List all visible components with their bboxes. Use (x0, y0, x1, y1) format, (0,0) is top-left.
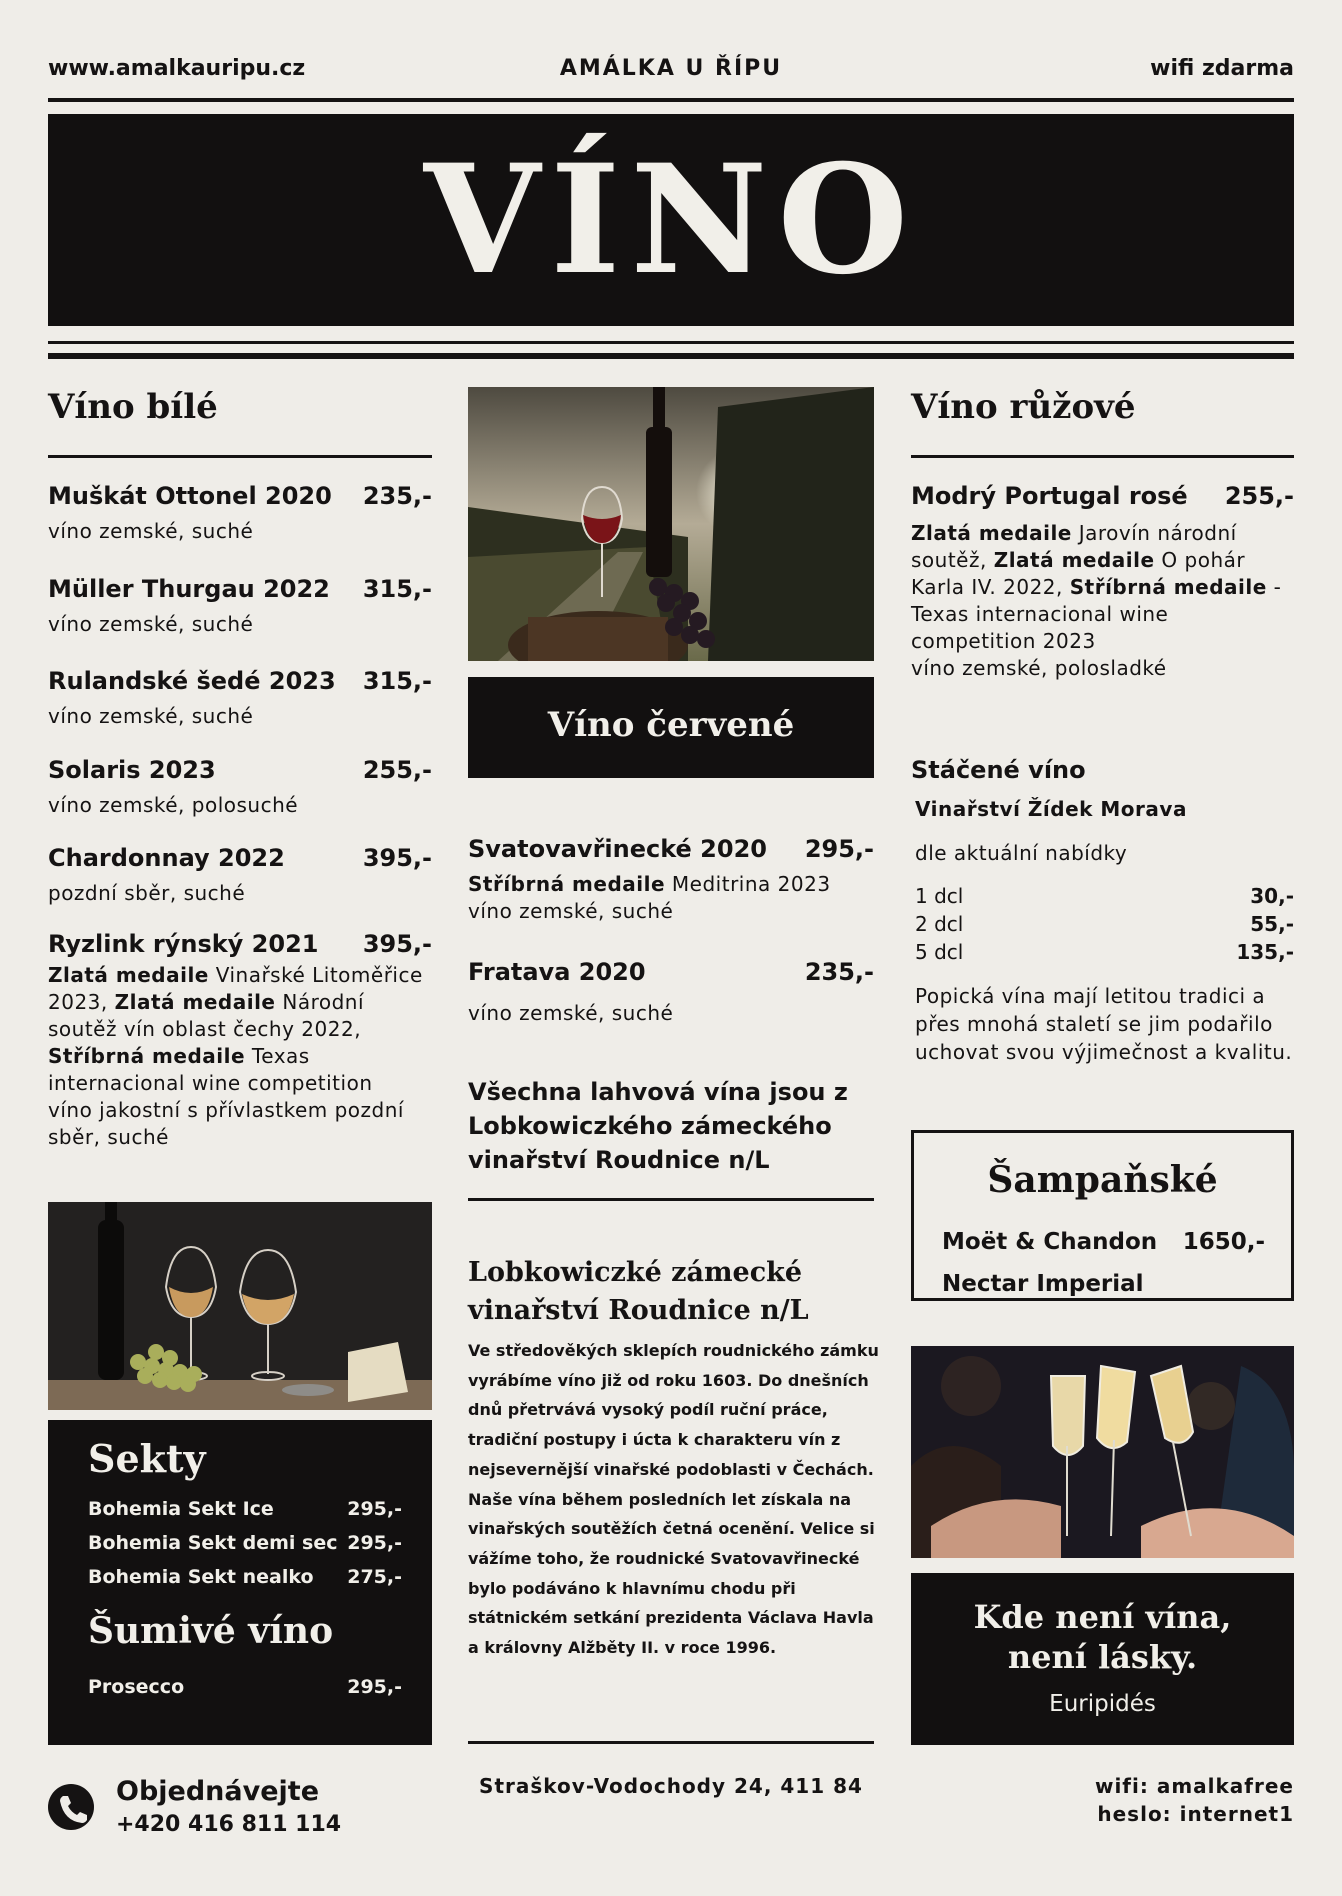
white-wine-item (48, 575, 432, 638)
wine-awards: Zlatá medaile Vinařské Litoměřice 2023, Zlatá medaile Národní soutěž vín oblast čechy 2022, Stříbrná medaile Texas internacional wine competition (48, 963, 423, 1095)
list-item: Bohemia Sekt Ice 295,- (88, 1498, 402, 1520)
wine-desc: víno zemské, suché (468, 899, 674, 923)
sparkling-list (88, 1676, 402, 1710)
list-item: 5 dcl 135,- (915, 940, 1294, 964)
red-wine-item (468, 835, 874, 925)
wine-name: Chardonnay 2022 (48, 844, 285, 872)
restaurant-name: AMÁLKA U ŘÍPU (559, 56, 783, 81)
white-wine-photo (48, 1202, 432, 1410)
champagne-toast-photo (911, 1346, 1294, 1558)
quote-line-2: není lásky. (1007, 1638, 1198, 1676)
wine-desc: víno zemské, polosladké (911, 656, 1167, 680)
wine-price: 235,- (362, 482, 432, 510)
draft-sizes (915, 882, 1294, 966)
champagne-box (911, 1130, 1294, 1301)
draft-winery: Vinařství Žídek Morava (915, 797, 1187, 821)
red-wine-item (468, 958, 874, 1027)
vineyard-photo (468, 387, 874, 661)
wine-price: 395,- (362, 930, 432, 958)
wine-price: 395,- (362, 844, 432, 872)
footer-wifi: wifi: amalkafree (1094, 1774, 1294, 1798)
page-title: VÍNO (423, 132, 919, 308)
rose-wine-title: Víno růžové (911, 387, 1136, 427)
header-rule (48, 98, 1294, 102)
red-wine-title-box (468, 677, 874, 778)
banner-rule-1 (48, 341, 1294, 344)
middle-bottom-rule (468, 1741, 874, 1744)
about-title: Lobkowiczké zámecké vinařství Roudnice n/L (468, 1257, 809, 1326)
quote-box (911, 1573, 1294, 1745)
wine-desc: víno zemské, suché (48, 612, 254, 636)
wine-price: 255,- (1224, 482, 1294, 510)
wine-price: 235,- (804, 958, 874, 986)
wine-desc: víno zemské, suché (48, 519, 254, 543)
wine-desc: víno jakostní s přívlastkem pozdní sběr, suché (48, 1098, 404, 1149)
sparkling-title: Šumivé víno (88, 1610, 334, 1652)
draft-wine-title: Stáčené víno (911, 756, 1086, 784)
wine-desc: víno zemské, suché (468, 1001, 674, 1025)
phone-number[interactable]: +420 416 811 114 (116, 1812, 342, 1837)
white-wine-item (48, 667, 432, 730)
list-item: Bohemia Sekt demi sec 295,- (88, 1532, 402, 1554)
order-label: Objednávejte (116, 1776, 320, 1807)
wine-desc: pozdní sběr, suché (48, 881, 246, 905)
white-wine-title: Víno bílé (48, 387, 218, 427)
sekty-list (88, 1498, 402, 1600)
champagne-row: Moët & Chandon 1650,- (942, 1229, 1265, 1255)
wine-name: Müller Thurgau 2022 (48, 575, 330, 603)
white-wine-item (48, 482, 432, 545)
wine-name: Svatovavřinecké 2020 (468, 835, 767, 863)
wine-desc: víno zemské, suché (48, 704, 254, 728)
title-banner (48, 114, 1294, 326)
wine-name: Fratava 2020 (468, 958, 646, 986)
quote-author: Euripidés (1049, 1691, 1156, 1717)
wine-price: 255,- (362, 756, 432, 784)
list-item: Prosecco 295,- (88, 1676, 402, 1698)
champagne-title: Šampaňské (987, 1159, 1218, 1201)
wine-desc: víno zemské, polosuché (48, 793, 299, 817)
wine-name: Solaris 2023 (48, 756, 216, 784)
white-wine-rule (48, 455, 432, 458)
banner-rule-2 (48, 353, 1294, 359)
wine-awards: Zlatá medaile Jarovín národní soutěž, Zlatá medaile O pohár Karla IV. 2022, Stříbrná medaile - Texas internacional wine competition 2023 (911, 521, 1282, 653)
white-wine-item-ryzlink (48, 930, 432, 1151)
wine-name: Modrý Portugal rosé (911, 482, 1188, 510)
sekty-box (48, 1420, 432, 1745)
wine-price: 315,- (362, 575, 432, 603)
phone-icon (48, 1784, 94, 1830)
wine-name: Ryzlink rýnský 2021 (48, 930, 319, 958)
draft-text: Popická vína mají letitou tradici a přes mnohá staletí se jim podařilo uchovat svou výjimečnost a kvalitu. (915, 984, 1293, 1064)
list-item: Bohemia Sekt nealko 275,- (88, 1566, 402, 1588)
quote-line-1: Kde není vína, (973, 1598, 1232, 1636)
wifi-info: wifi zdarma (1150, 56, 1294, 81)
footer-password: heslo: internet1 (1097, 1802, 1294, 1826)
rose-wine-rule (911, 455, 1294, 458)
champagne-name2: Nectar Imperial (942, 1271, 1144, 1297)
list-item: 1 dcl 30,- (915, 884, 1294, 908)
about-text: Ve středověkých sklepích roudnického zámku vyrábíme víno již od roku 1603. Do dnešních dnů přetrvává vysoký podíl ruční práce, tradiční postupy i úcta k charakteru vín z nejsevernější vinařské podoblasti v Čechách. Naše vína během posledních let získala na vinařských soutěžích četná ocenění. Velice si vážíme toho, že roudnické Svatovavřinecké bylo podáváno k hlavnímu chodu při státnickém setkání prezidenta Václava Havla a královny Alžběty II. v roce 1996. (468, 1341, 879, 1658)
address: Straškov-Vodochody 24, 411 84 (479, 1774, 863, 1798)
wine-name: Muškát Ottonel 2020 (48, 482, 332, 510)
white-wine-item (48, 844, 432, 907)
wine-price: 315,- (362, 667, 432, 695)
draft-offer: dle aktuální nabídky (915, 841, 1128, 865)
wine-awards: Stříbrná medaile Meditrina 2023 (468, 872, 831, 896)
middle-rule (468, 1198, 874, 1201)
rose-wine-item (911, 482, 1294, 682)
red-wine-title: Víno červené (547, 705, 795, 745)
sekty-title: Sekty (88, 1436, 206, 1481)
website-link[interactable]: www.amalkauripu.cz (48, 56, 306, 81)
bottle-wine-note: Všechna lahvová vína jsou z Lobkowiczkého zámeckého vinařství Roudnice n/L (468, 1078, 848, 1174)
white-wine-item (48, 756, 432, 819)
wine-name: Rulandské šedé 2023 (48, 667, 336, 695)
wine-price: 295,- (804, 835, 874, 863)
list-item: 2 dcl 55,- (915, 912, 1294, 936)
